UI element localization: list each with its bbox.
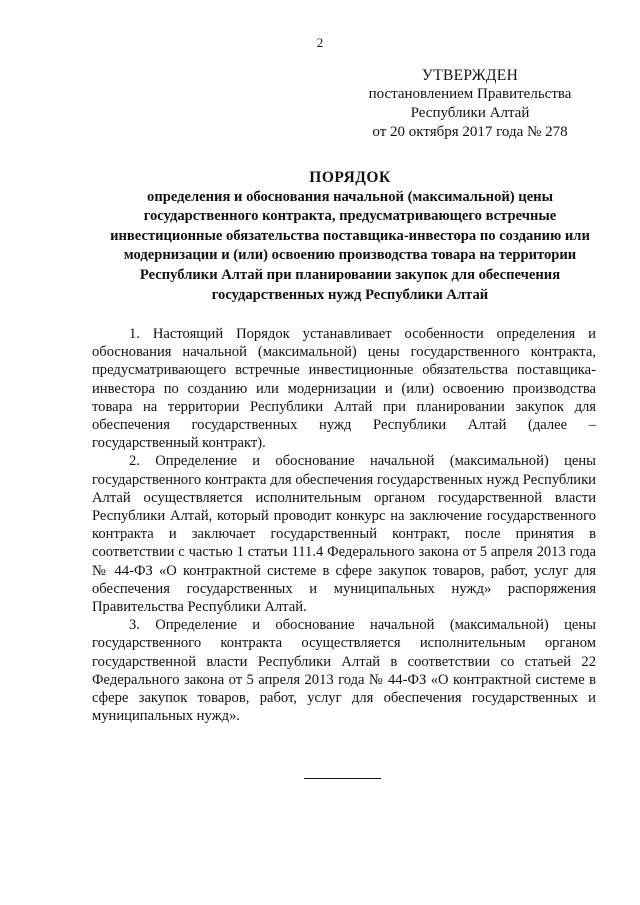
title-line-5: Республики Алтай при планировании закупок для обеспечения xyxy=(139,266,561,283)
approval-line-1: постановлением Правительства xyxy=(368,86,572,102)
title-line-2: государственного контракта, предусматривающего встречные xyxy=(143,208,557,225)
paragraph-1: 1. Настоящий Порядок устанавливает особенности определения и обоснования начальной (максимальной) цены государственного контракта, предусматривающего встречные инвестиционные обязательства поставщика-инвестора по созданию или модернизации и (или) освоению производства товара на территории Республики Алтай при планировании закупок для обеспечения государственных нужд Республики Алтай (далее – государственный контракт). xyxy=(92,326,596,452)
end-divider-line xyxy=(304,778,381,779)
document-title xyxy=(95,168,605,305)
approval-stamp xyxy=(345,66,595,142)
document-body xyxy=(92,325,596,725)
paragraph-2: 2. Определение и обоснование начальной (максимальной) цены государственного контракта для обеспечения государственных нужд Республики Алтай осуществляется исполнительным органом государственной власти Республики Алтай, который проводит конкурс на заключение государственного контракта и заключает государственный контракт, после принятия в соответствии с частью 1 статьи 111.4 Федерального закона от 5 апреля 2013 года № 44-ФЗ «О контрактной системе в сфере закупок товаров, работ, услуг для обеспечения государственных и муниципальных нужд» распоряжения Правительства Республики Алтай. xyxy=(92,453,596,616)
title-line-1: определения и обоснования начальной (максимальной) цены xyxy=(147,188,553,205)
paragraph-3: 3. Определение и обоснование начальной (максимальной) цены государственного контракта осуществляется исполнительным органом государственной власти Республики Алтай в соответствии со статьей 22 Федерального закона от 5 апреля 2013 года № 44-ФЗ «О контрактной системе в сфере закупок товаров, работ, услуг для обеспечения государственных и муниципальных нужд». xyxy=(92,617,596,725)
approval-line-3: от 20 октября 2017 года № 278 xyxy=(372,124,568,140)
approval-line-2: Республики Алтай xyxy=(410,105,530,121)
title-line-6: государственных нужд Республики Алтай xyxy=(211,286,489,303)
title-main: ПОРЯДОК xyxy=(309,169,391,186)
title-line-3: инвестиционные обязательства поставщика-инвестора по созданию или xyxy=(110,227,590,244)
approval-heading: УТВЕРЖДЕН xyxy=(421,67,519,84)
title-line-4: модернизации и (или) освоению производства товара на территории xyxy=(123,247,577,264)
page-number: 2 xyxy=(316,35,324,50)
